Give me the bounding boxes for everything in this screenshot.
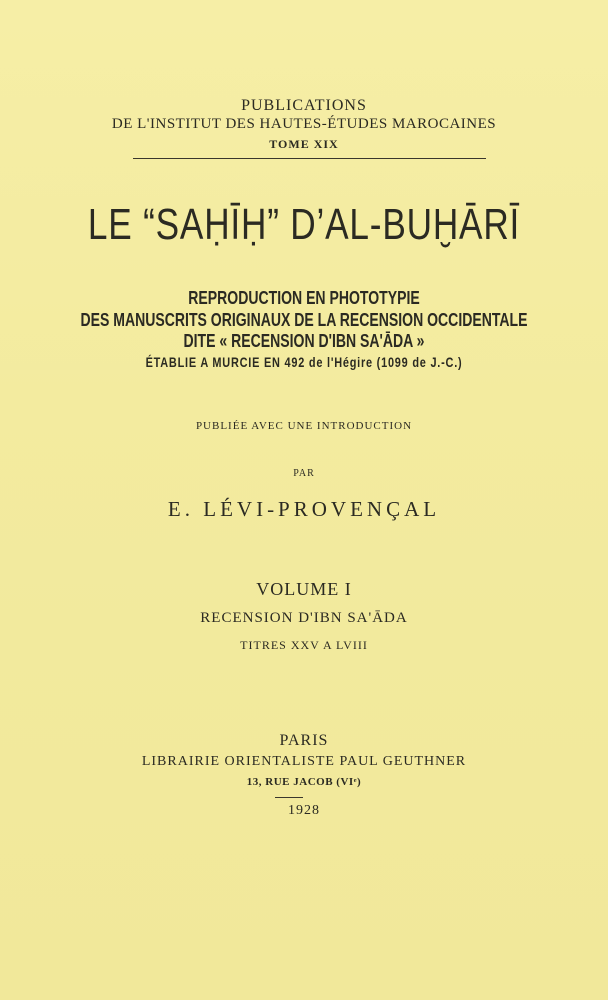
subtitle-line-1: REPRODUCTION EN PHOTOTYPIE xyxy=(188,288,420,308)
author-name: E. LÉVI-PROVENÇAL xyxy=(167,497,441,521)
series-tome: TOME XIX xyxy=(269,137,339,151)
subtitle-line-2: DES MANUSCRITS ORIGINAUX DE LA RECENSION OCCIDENTALE xyxy=(80,310,528,330)
volume-titles: TITRES XXV A LVIII xyxy=(240,638,368,652)
imprint-year: 1928 xyxy=(288,803,320,818)
imprint-city: PARIS xyxy=(279,732,329,749)
subtitle-line-3: DITE « RECENSION D'IBN SA'ĀDA » xyxy=(183,331,425,351)
imprint-dash xyxy=(275,797,303,798)
volume-label: VOLUME I xyxy=(256,579,352,599)
published-with: PUBLIÉE AVEC UNE INTRODUCTION xyxy=(195,420,413,432)
book-title: LE “SAḤĪḤ” D’AL-BUḪĀRĪ xyxy=(87,200,521,249)
imprint-address: 13, RUE JACOB (VIᵉ) xyxy=(246,776,362,788)
imprint-publisher: LIBRAIRIE ORIENTALISTE PAUL GEUTHNER xyxy=(141,754,467,769)
volume-recension: RECENSION D'IBN SA'ĀDA xyxy=(200,610,408,626)
header-rule xyxy=(133,158,486,159)
subtitle-line-4: ÉTABLIE A MURCIE EN 492 de l'Hégire (1099 de J.-C.) xyxy=(145,354,463,370)
series-title: PUBLICATIONS xyxy=(241,97,367,114)
by-label: PAR xyxy=(293,468,315,479)
series-institute: DE L'INSTITUT DES HAUTES-ÉTUDES MAROCAINES xyxy=(111,116,497,132)
